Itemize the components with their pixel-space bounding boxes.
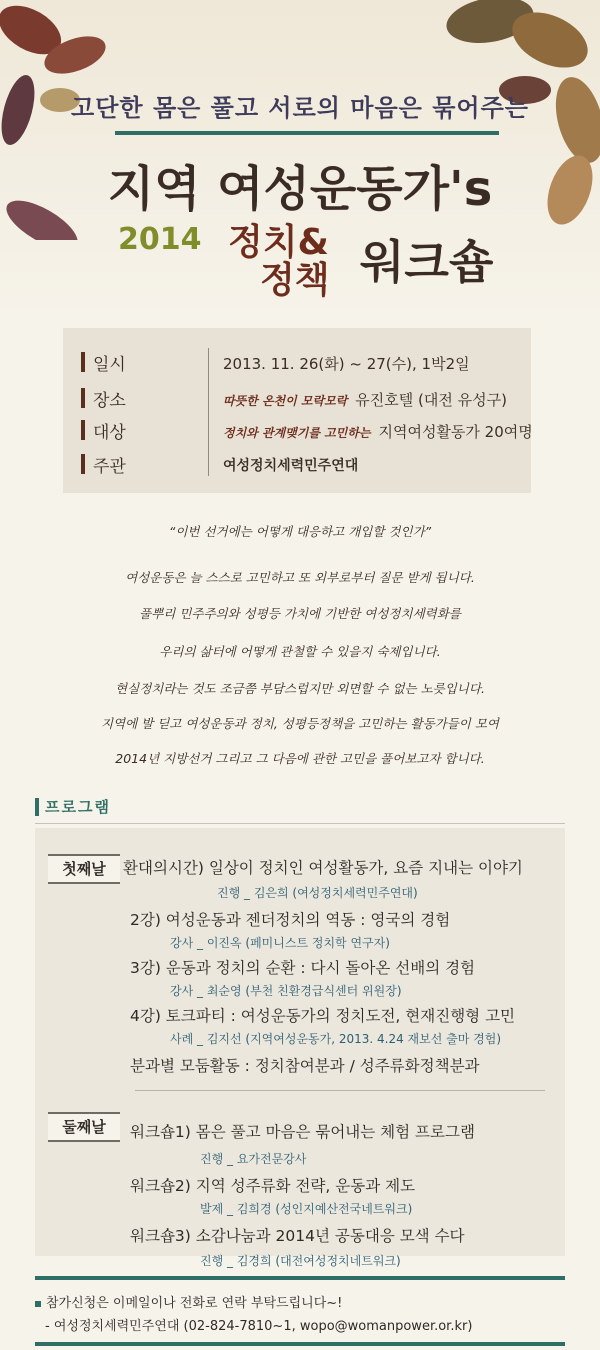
info-label: 주관	[93, 456, 126, 477]
intro-line: 2014년 지방선거 그리고 그 다음에 관한 고민을 풀어보고자 합니다.	[115, 751, 485, 766]
session-item: 분과별 모둠활동 : 정치참여분과 / 성주류화정책분과	[130, 1057, 480, 1075]
info-handwritten-note: 정치와 관계맺기를 고민하는	[223, 426, 371, 440]
info-handwritten-note: 따뜻한 온천이 모락모락	[223, 394, 348, 408]
session-lead: 강사 _ 이진옥 (페미니스트 정치학 연구자)	[170, 936, 390, 950]
day2-label: 둘째날	[48, 1112, 120, 1142]
session-item: 워크숍3) 소감나눔과 2014년 공동대응 모색 수다	[130, 1227, 465, 1245]
program-rule	[35, 823, 565, 824]
footer-rule-top	[35, 1276, 565, 1280]
intro-line: 여성운동은 늘 스스로 고민하고 또 외부로부터 질문 받게 됩니다.	[125, 570, 475, 585]
info-row-date	[81, 348, 143, 376]
info-value: 유진호텔 (대전 유성구)	[355, 391, 507, 409]
program-heading	[35, 796, 111, 817]
row-marker-icon	[81, 352, 85, 372]
intro-line: 풀뿌리 민주주의와 성평등 가치에 기반한 여성정치세력화를	[139, 606, 461, 621]
section-marker-icon	[35, 798, 39, 816]
session-lead: 진행 _ 김경희 (대전여성정치네트워크)	[200, 1254, 401, 1268]
header-banner	[0, 0, 600, 320]
title-workshop: 워크숍	[360, 235, 494, 289]
info-row-place	[81, 384, 143, 412]
registration-note	[35, 1292, 342, 1311]
title-politics: 정치&	[228, 222, 329, 263]
session-item: 3강) 운동과 정치의 순환 : 다시 돌아온 선배의 경험	[130, 959, 476, 977]
info-label: 대상	[93, 422, 126, 443]
session-lead: 강사 _ 최순영 (부천 친환경급식센터 위원장)	[170, 984, 402, 998]
title-policy: 정책	[260, 260, 330, 301]
session-item: 환대의시간) 일상이 정치인 여성활동가, 요즘 지내는 이야기	[123, 859, 523, 877]
info-label: 일시	[93, 354, 126, 375]
event-info-box	[63, 328, 531, 493]
session-item: 워크숍1) 몸은 풀고 마음은 묶어내는 체험 프로그램	[130, 1123, 475, 1141]
info-row-host	[81, 450, 143, 478]
session-lead: 사례 _ 김지선 (지역여성운동가, 2013. 4.24 재보선 출마 경험)	[170, 1032, 502, 1046]
contact-info: - 여성정치세력민주연대 (02-824-7810~1, wopo@womanpower.or.kr)	[45, 1319, 473, 1334]
program-schedule	[35, 828, 565, 1268]
info-value-host	[223, 455, 358, 475]
row-marker-icon	[81, 454, 85, 474]
day1-label: 첫째날	[48, 854, 120, 884]
info-divider	[208, 348, 209, 476]
session-lead: 진행 _ 요가전문강사	[200, 1152, 307, 1166]
program-title: 프로그램	[45, 798, 111, 816]
session-item: 4강) 토크파티 : 여성운동가의 정치도전, 현재진행형 고민	[130, 1007, 516, 1025]
session-lead: 진행 _ 김은희 (여성정치세력민주연대)	[217, 886, 418, 900]
session-item: 워크숍2) 지역 성주류화 전략, 운동과 제도	[130, 1177, 416, 1195]
session-lead: 발제 _ 김희경 (성인지예산전국네트워크)	[200, 1202, 413, 1216]
info-value-target	[223, 421, 533, 442]
day-divider	[135, 1090, 545, 1091]
intro-line: 우리의 삶터에 어떻게 관철할 수 있을지 숙제입니다.	[159, 644, 441, 659]
info-value: 여성정치세력민주연대	[223, 458, 359, 474]
row-marker-icon	[81, 388, 85, 408]
main-title: 지역 여성운동가's	[107, 161, 493, 217]
intro-line: 지역에 발 딛고 여성운동과 정치, 성평등정책을 고민하는 활동가들이 모여	[100, 716, 499, 731]
tagline-underline	[115, 131, 499, 135]
info-value: 지역여성활동가 20여명	[378, 423, 533, 441]
title-year: 2014	[118, 222, 202, 257]
info-label: 장소	[93, 390, 126, 411]
info-value: 2013. 11. 26(화) ~ 27(수), 1박2일	[223, 355, 470, 373]
row-marker-icon	[81, 420, 85, 440]
intro-quote: “이번 선거에는 어떻게 대응하고 개입할 것인가”	[168, 524, 432, 539]
intro-line: 현실정치라는 것도 조금쯤 부담스럽지만 외면할 수 없는 노릇입니다.	[115, 681, 485, 696]
info-row-target	[81, 416, 143, 444]
tagline: 고단한 몸은 풀고 서로의 마음은 묶어주는	[71, 94, 529, 122]
registration-text: 참가신청은 이메일이나 전화로 연락 부탁드립니다~!	[46, 1296, 343, 1311]
session-item: 2강) 여성운동과 젠더정치의 역동 : 영국의 경험	[130, 911, 451, 929]
info-value-date	[223, 353, 470, 374]
footer-rule-bottom	[35, 1342, 565, 1346]
info-value-place	[223, 389, 507, 410]
bullet-square-icon	[35, 1301, 41, 1307]
